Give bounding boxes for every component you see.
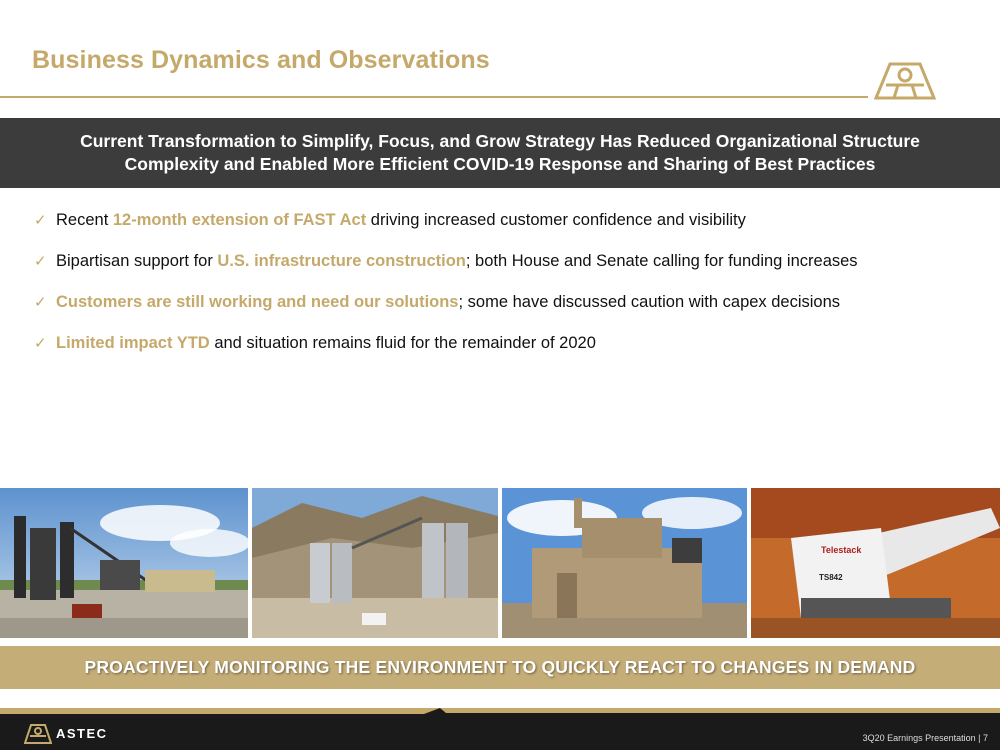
footer-logo-icon xyxy=(24,724,52,744)
conveyor-model-label: TS842 xyxy=(819,573,843,582)
screening-plant-photo xyxy=(502,488,747,638)
bullet-list xyxy=(34,211,984,375)
bullet-item xyxy=(34,211,984,252)
checkmark-icon: ✓ xyxy=(34,335,47,352)
banner-line-2: Complexity and Enabled More Efficient COVID-19 Response and Sharing of Best Practices xyxy=(124,154,876,174)
bullet-highlight: Limited impact YTD xyxy=(56,334,210,352)
slide-title: Business Dynamics and Observations xyxy=(32,46,490,74)
checkmark-icon: ✓ xyxy=(34,212,47,229)
callout-banner: PROACTIVELY MONITORING THE ENVIRONMENT TO QUICKLY REACT TO CHANGES IN DEMAND xyxy=(0,646,1000,689)
conveyor-photo xyxy=(751,488,1000,638)
bullet-text: ; some have discussed caution with capex decisions xyxy=(458,293,841,311)
bullet-highlight: U.S. infrastructure construction xyxy=(217,252,466,270)
conveyor-brand-label: Telestack xyxy=(821,545,862,555)
bullet-text: and situation remains fluid for the remainder of 2020 xyxy=(209,334,596,352)
footer-page-label: 3Q20 Earnings Presentation | 7 xyxy=(862,733,988,743)
strategy-banner xyxy=(0,118,1000,188)
footer-brand: ASTEC xyxy=(56,726,108,741)
bullet-text: driving increased customer confidence and visibility xyxy=(366,211,746,229)
photo-strip xyxy=(0,488,1000,638)
bullet-item xyxy=(34,252,984,293)
checkmark-icon: ✓ xyxy=(34,253,47,270)
bullet-text: Bipartisan support for xyxy=(56,252,218,270)
bullet-text: Recent xyxy=(56,211,113,229)
footer-bar xyxy=(0,708,1000,750)
astec-logo-icon xyxy=(874,62,936,100)
bullet-item xyxy=(34,334,984,375)
asphalt-plant-photo xyxy=(0,488,248,638)
banner-line-1: Current Transformation to Simplify, Focus, and Grow Strategy Has Reduced Organizational Structure xyxy=(80,131,920,151)
bullet-text: ; both House and Senate calling for funding increases xyxy=(465,252,858,270)
mountain-plant-photo xyxy=(252,488,498,638)
bullet-highlight: 12-month extension of FAST Act xyxy=(112,211,367,229)
checkmark-icon: ✓ xyxy=(34,294,47,311)
title-rule xyxy=(0,96,868,98)
bullet-highlight: Customers are still working and need our solutions xyxy=(56,293,459,311)
bullet-item xyxy=(34,293,984,334)
